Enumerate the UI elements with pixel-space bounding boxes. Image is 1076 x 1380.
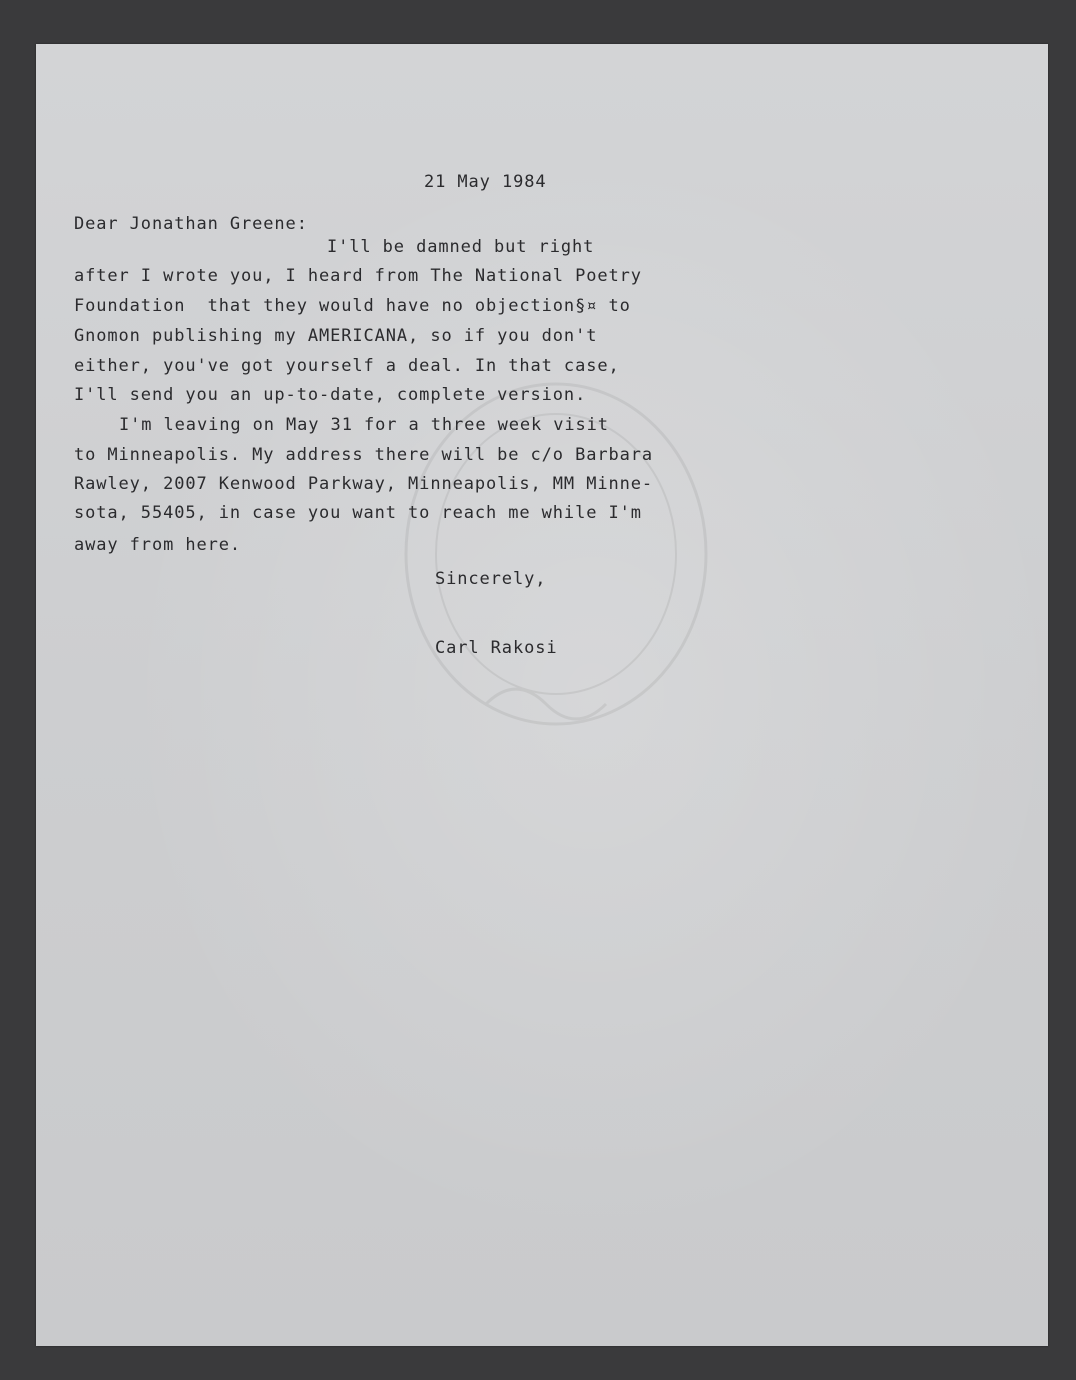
body-line: I'll be damned but right [327,237,595,257]
letter-page [36,44,1048,1346]
body-line: I'm leaving on May 31 for a three week visit [119,415,609,435]
body-line: away from here. [74,535,242,555]
letter-salutation: Dear Jonathan Greene: [74,214,308,234]
body-line: either, you've got yourself a deal. In that case, [74,356,620,376]
body-line: after I wrote you, I heard from The National Poetry [74,266,642,286]
letter-closing: Sincerely, [435,569,547,589]
body-line: Rawley, 2007 Kenwood Parkway, Minneapolis, MM Minne- [74,474,654,494]
letter-signature: Carl Rakosi [435,638,558,658]
letter-date: 21 May 1984 [424,172,547,192]
body-line: Gnomon publishing my AMERICANA, so if you don't [74,326,598,346]
body-line: I'll send you an up-to-date, complete version. [74,385,587,405]
body-line: Foundation that they would have no objection§¤ to [74,296,631,316]
body-line: to Minneapolis. My address there will be c/o Barbara [74,445,654,465]
body-line: sota, 55405, in case you want to reach me while I'm [74,503,642,523]
